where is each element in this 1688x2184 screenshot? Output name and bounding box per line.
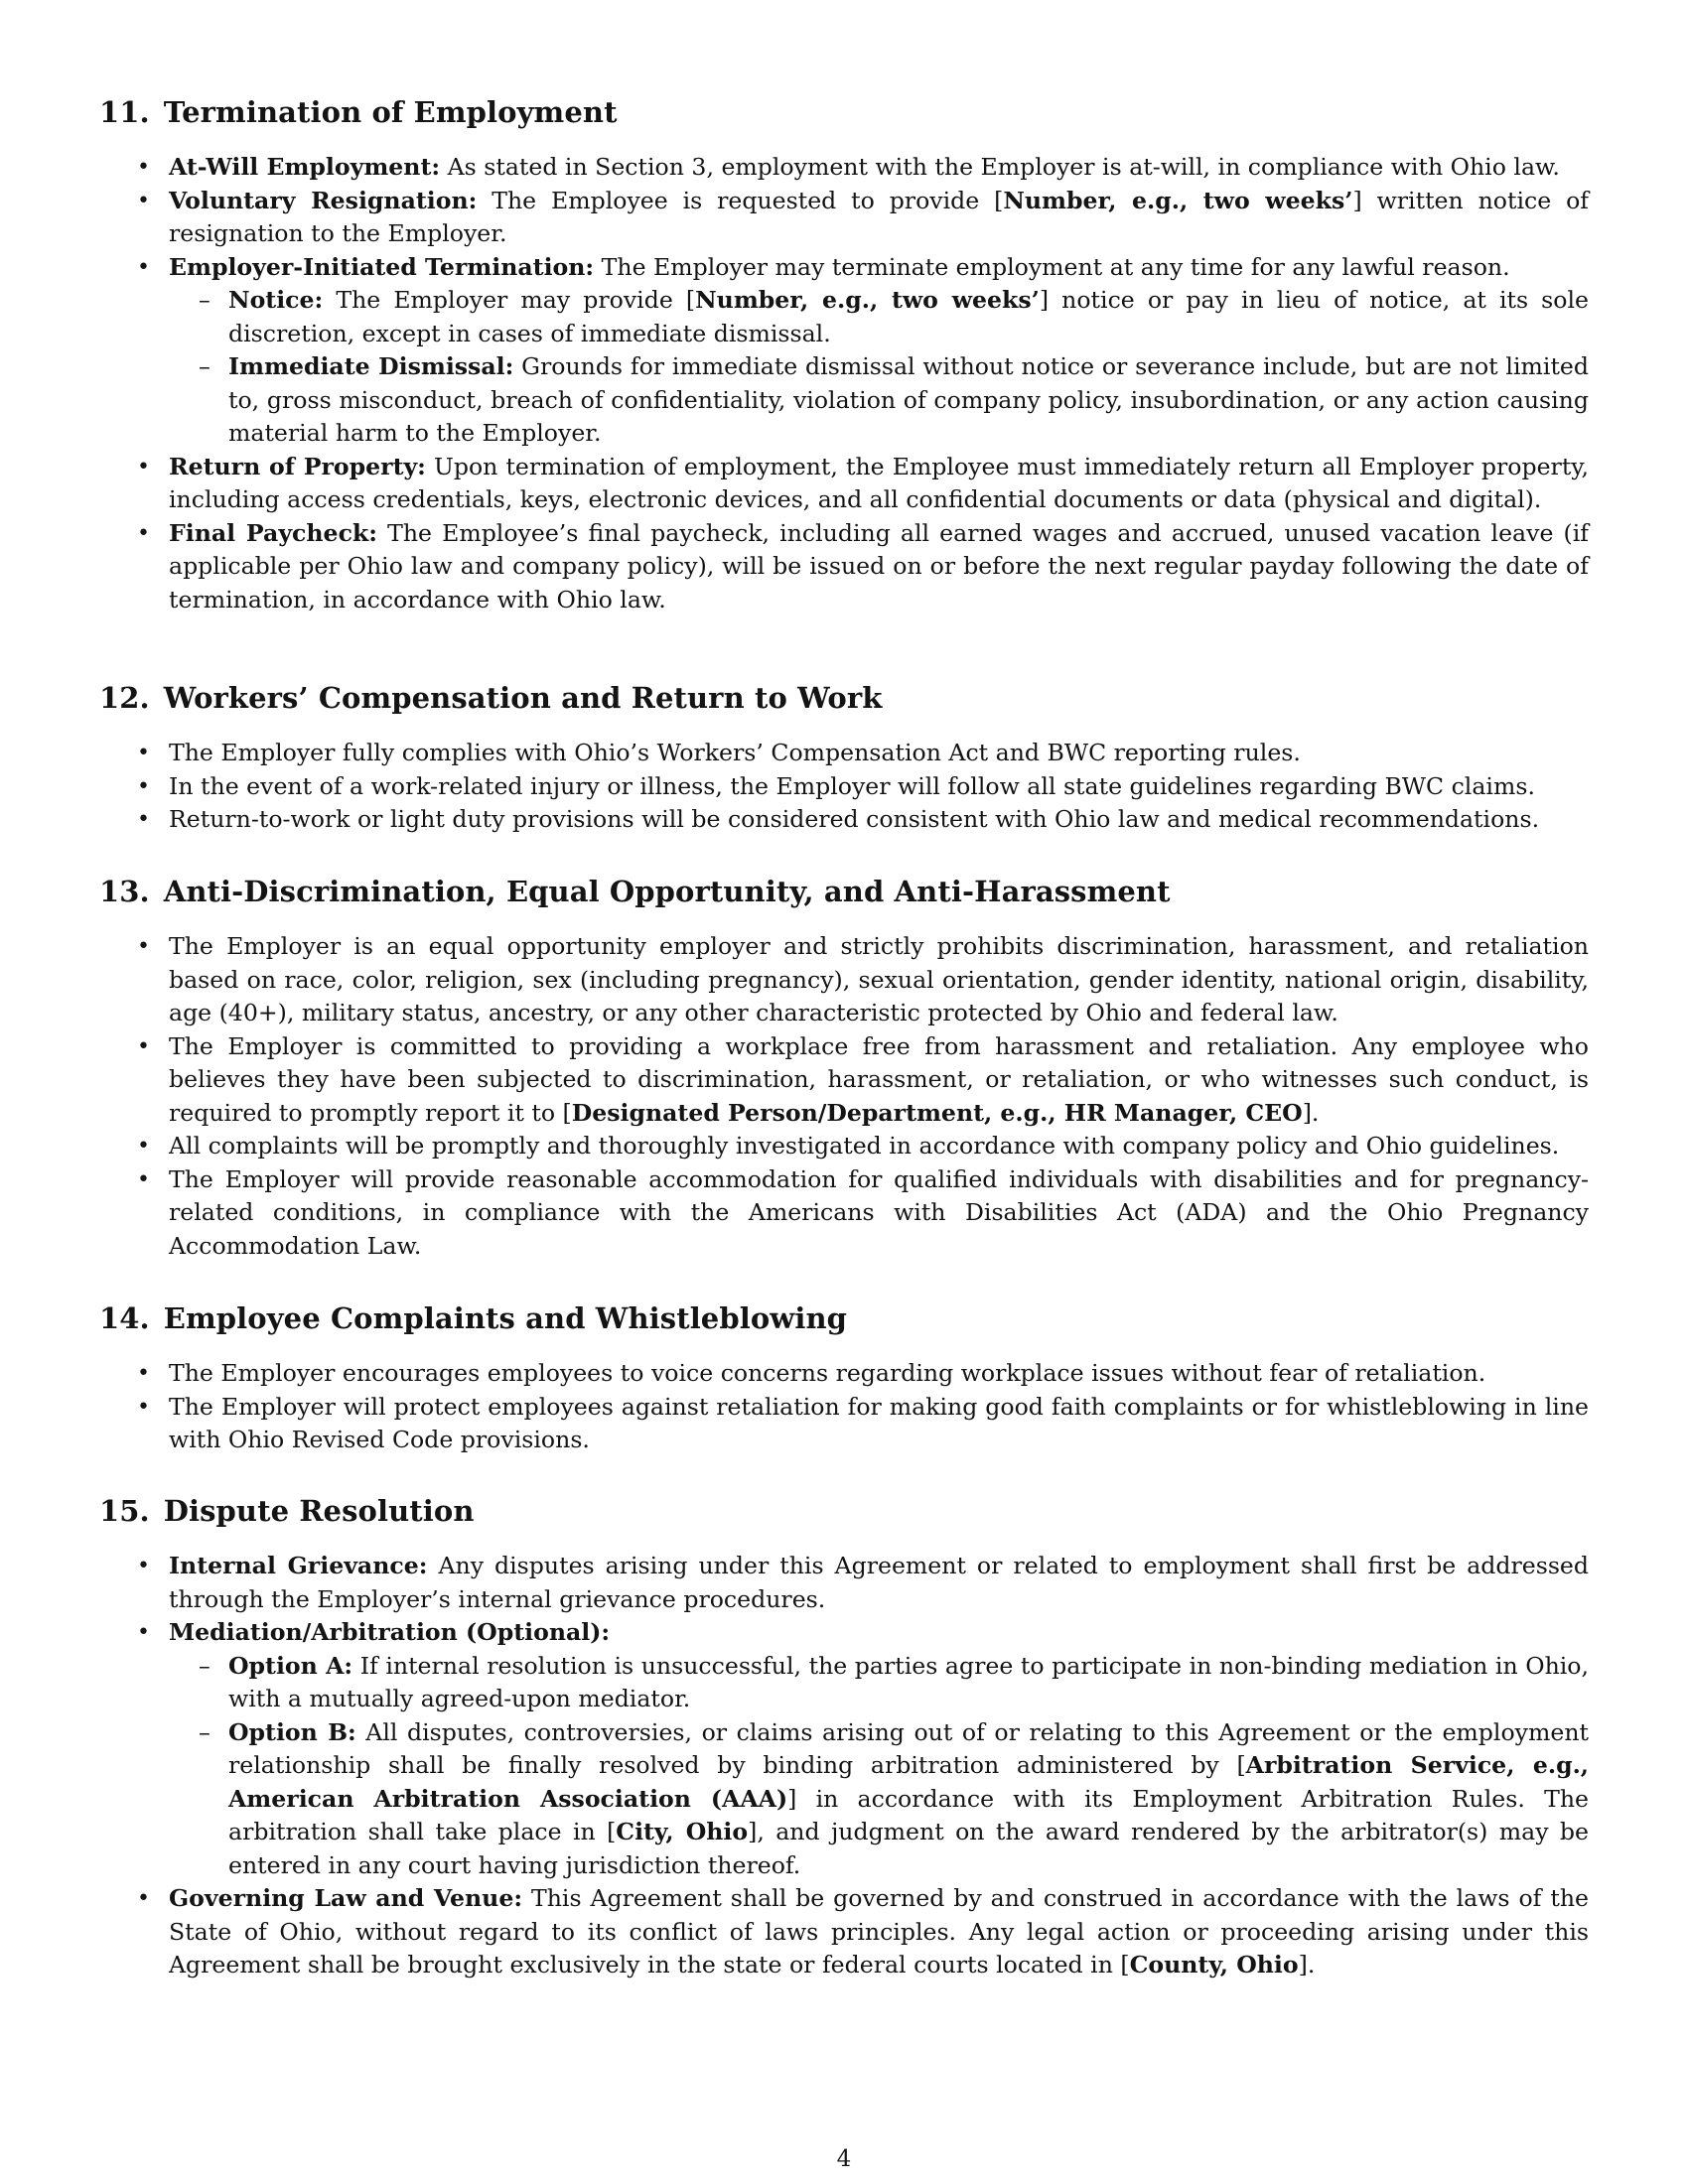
section-12-heading: 12. Workers’ Compensation and Return to Work — [99, 681, 883, 715]
section-11-list — [99, 151, 1589, 616]
sub-list — [169, 1650, 1589, 1883]
list-item: • Return of Property: Upon termination of employment, the Employee must immediately return all Employer property, including access credentials, keys, electronic devices, and all confidential documents or data (physical and digital). — [99, 451, 1589, 517]
sub-list-item: – Immediate Dismissal: Grounds for immediate dismissal without notice or severance include, but are not limited to, gross misconduct, breach of confidentiality, violation of company policy, insubordination, or any action causing material harm to the Employer. — [169, 350, 1589, 451]
sub-list — [169, 284, 1589, 451]
sub-list-item: – Option B: All disputes, controversies, or claims arising out of or relating to this Agreement or the employment relationship shall be finally resolved by binding arbitration administered by [Arbitration Service, e.g., American Arbitration Association (AAA)] in accordance with its Employment Arbitration Rules. The arbitration shall take place in [City, Ohio], and judgment on the award rendered by the arbitrator(s) may be entered in any court having jurisdiction thereof. — [169, 1716, 1589, 1883]
list-item: • The Employer encourages employees to voice concerns regarding workplace issues without fear of retaliation. — [99, 1357, 1589, 1391]
section-15-heading: 15. Dispute Resolution — [99, 1494, 475, 1528]
list-item: • The Employer fully complies with Ohio’s Workers’ Compensation Act and BWC reporting rules. — [99, 737, 1589, 770]
list-item: • Governing Law and Venue: This Agreement shall be governed by and construed in accordance with the laws of the State of Ohio, without regard to its conflict of laws principles. Any legal action or proceeding arising under this Agreement shall be brought exclusively in the state or federal courts located in [County, Ohio]. — [99, 1882, 1589, 1982]
list-item: • The Employer is an equal opportunity employer and strictly prohibits discrimination, harassment, and retaliation based on race, color, religion, sex (including pregnancy), sexual orientation, gender identity, national origin, disability, age (40+), military status, ancestry, or any other characteristic protected by Ohio and federal law. — [99, 930, 1589, 1030]
sub-list-item: – Notice: The Employer may provide [Number, e.g., two weeks’] notice or pay in lieu of notice, at its sole discretion, except in cases of immediate dismissal. — [169, 284, 1589, 350]
section-11-heading: 11. Termination of Employment — [99, 95, 618, 129]
list-item: • The Employer is committed to providing a workplace free from harassment and retaliation. Any employee who believes they have been subjected to discrimination, harassment, or retaliation, or who witnesses such conduct, is required to promptly report it to [Designated Person/Department, e.g., HR Manager, CEO]. — [99, 1030, 1589, 1131]
section-14-heading: 14. Employee Complaints and Whistleblowing — [99, 1301, 848, 1335]
list-item: • Employer-Initiated Termination: The Employer may terminate employment at any time for any lawful reason. – Notice: The Employer may provide [Number, e.g., two weeks’] notice or pay in lieu of notice, at its sole discretion, except in cases of immediate dismissal. – Immediate Dismissal: Grounds for immediate dismissal without notice or severance include, but are not limited to, gross misconduct, breach of confidentiality, violation of company policy, insubordination, or any action causing material harm to the Employer. — [99, 251, 1589, 451]
list-item: • Mediation/Arbitration (Optional): – Option A: If internal resolution is unsuccessful, the parties agree to participate in non-binding mediation in Ohio, with a mutually agreed-upon mediator. – Option B: All disputes, controversies, or claims arising out of or relating to this Agreement or the employment relationship shall be finally resolved by binding arbitration administered by [Arbitration Service, e.g., American Arbitration Association (AAA)] in accordance with its Employment Arbitration Rules. The arbitration shall take place in [City, Ohio], and judgment on the award rendered by the arbitrator(s) may be entered in any court having jurisdiction thereof. — [99, 1616, 1589, 1882]
list-item: • Final Paycheck: The Employee’s final paycheck, including all earned wages and accrued, unused vacation leave (if applicable per Ohio law and company policy), will be issued on or before the next regular payday following the date of termination, in accordance with Ohio law. — [99, 517, 1589, 617]
list-item: • Internal Grievance: Any disputes arising under this Agreement or related to employment shall first be addressed through the Employer’s internal grievance procedures. — [99, 1550, 1589, 1616]
section-14-list — [99, 1357, 1589, 1457]
list-item: • Return-to-work or light duty provisions will be considered consistent with Ohio law and medical recommendations. — [99, 803, 1589, 837]
list-item: • Voluntary Resignation: The Employee is requested to provide [Number, e.g., two weeks’] written notice of resignation to the Employer. — [99, 185, 1589, 251]
list-item: • All complaints will be promptly and thoroughly investigated in accordance with company policy and Ohio guidelines. — [99, 1130, 1589, 1163]
list-item: • In the event of a work-related injury or illness, the Employer will follow all state guidelines regarding BWC claims. — [99, 770, 1589, 804]
section-12-list — [99, 737, 1589, 837]
list-item: • The Employer will provide reasonable accommodation for qualified individuals with disabilities and for pregnancy-related conditions, in compliance with the Americans with Disabilities Act (ADA) and the Ohio Pregnancy Accommodation Law. — [99, 1163, 1589, 1264]
section-13-heading: 13. Anti-Discrimination, Equal Opportunity, and Anti-Harassment — [99, 875, 1171, 908]
section-15-list — [99, 1550, 1589, 1982]
page-number: 4 — [836, 2146, 852, 2172]
list-item: • At-Will Employment: As stated in Section 3, employment with the Employer is at-will, in compliance with Ohio law. — [99, 151, 1589, 185]
sub-list-item: – Option A: If internal resolution is unsuccessful, the parties agree to participate in non-binding mediation in Ohio, with a mutually agreed-upon mediator. — [169, 1650, 1589, 1716]
list-item: • The Employer will protect employees against retaliation for making good faith complaints or for whistleblowing in line with Ohio Revised Code provisions. — [99, 1391, 1589, 1457]
section-13-list — [99, 930, 1589, 1263]
